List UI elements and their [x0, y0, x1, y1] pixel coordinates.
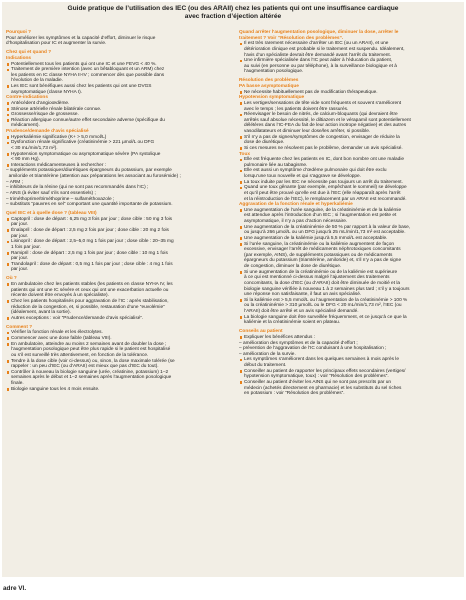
paragraph: Pour améliorer les symptômes et la capacité d’effort, diminuer le risque d’hospitalisation pour IC et augmenter la survie.: [6, 35, 156, 47]
bullet-item: Réaction allergique connue/autre effet secondaire adverse (spécifique du médicament).: [6, 118, 226, 129]
bullet-item: Sténose artérielle rénale bilatérale connue.: [6, 107, 226, 113]
bullet-item: Vérifier la fonction rénale et les électrolytes.: [6, 330, 226, 336]
bullet-item: Quand une toux gênante (par exemple, empêchant le sommeil) se développe et qu’il peut être prouvé qu’elle est due à l’IEC (elle réapparaît après l’arrêt et la réintroduction de l’IEC), le remplacement par un ARAII est recommandé.: [239, 185, 459, 202]
bullet-item: Captopril : dose de départ : 6,25 mg 3 fois par jour ; dose cible : 50 mg 3 fois par jour.: [6, 217, 226, 228]
bullet-item: Les vertiges/sensations de tête vide sont fréquents et souvent s’améliorent avec le temps ; les patients doivent être rassurés.: [239, 101, 459, 112]
document-title: [2, 5, 464, 21]
subsection-heading: Hypotension symptomatique: [239, 95, 305, 101]
bullet-item: Interactions médicamenteuses à rechercher :: [6, 163, 226, 169]
bullet-item: Énalapril : dose de départ : 2,5 mg 2 fois par jour ; dose cible : 20 mg 2 fois par jour.: [6, 228, 226, 239]
frame-caption: adre VI.: [3, 585, 27, 592]
bullet-item: Hypotension symptomatique ou asymptomatique sévère (PA systolique < 90 mm Hg).: [6, 152, 226, 163]
title-line-2: avec fraction d’éjection altérée: [184, 13, 282, 20]
bullet-item: Dysfonction rénale significative (créatininémie > 221 µmol/L ou DFG < 30 mL/min/1,73 m²).: [6, 140, 226, 151]
bullet-item: Potentiellement tous les patients qui ont une IC et une FEVG < 40 %.: [6, 62, 226, 68]
section-heading: Résolution des problèmes: [239, 78, 299, 84]
subsection-heading: PA basse asymptomatique: [239, 84, 299, 90]
bullet-item: Une infirmière spécialisée dans l’IC peut aider à l’éducation du patient, au suivi (en personne ou par téléphone), à la surveillance biologique et à l’augmentation posologique.: [239, 58, 459, 75]
bullet-item: Tendre à la dose cible (voir ci-dessus) ou, sinon, la dose maximale tolérée (se rappeler : un peu d’IEC (ou d’ARAII) est mieux que pas d’IEC du tout).: [6, 359, 226, 370]
bullet-item: Les IEC sont bénéfiques aussi chez les patients qui ont une DVGS asymptomatique (classe NYHA I).: [6, 84, 226, 95]
bullet-item: Conseiller au patient d’éviter les AINS qui ne sont pas prescrits par un médecin (achetés directement en pharmacie) et les substituts du sel riches en potassium : voir “Résolution des problèmes”.: [239, 380, 459, 397]
title-line-1: Guide pratique de l’utilisation des IEC (ou des ARAII) chez les patients qui ont une insuffisance cardiaque: [67, 5, 399, 12]
section-heading: Comment ?: [6, 324, 33, 330]
subsection-heading: Indications: [6, 55, 32, 61]
bullet-item: Autres exceptions : voir “Prudence/demande d’avis spécialisé”.: [6, 316, 226, 322]
bullet-item: Chez les patients hospitalisés pour aggravation de l’IC : après stabilisation, réduction de la congestion, et, si possible, restauration d’une “euvolémie” (idéalement, avant la sortie).: [6, 299, 226, 316]
bullet-item: Trandolapril : dose de départ : 0,5 mg 1 fois par jour ; dose cible : 4 mg 1 fois par jour.: [6, 262, 226, 273]
bullet-item: La biologie sanguine doit être surveillée fréquemment, et ce jusqu’à ce que la kaliémie et la créatininémie soient en plateau.: [239, 315, 459, 326]
bullet-item: Ne nécessite habituellement pas de modification thérapeutique.: [239, 90, 459, 96]
bullet-item: Les symptômes s’améliorent dans les quelques semaines à mois après le début du traitement.: [239, 357, 459, 368]
bullet-item: Une augmentation de la créatininémie de 50 % par rapport à la valeur de base, ou jusqu’à 266 µmol/L ou un DFG jusqu’à 25 mL/min/1,73 m² est acceptable.: [239, 225, 459, 236]
paragraph: – amélioration des symptômes et de la capacité d’effort ; – prévention de l’aggravation de l’IC conduisant à une hospitalisation ; – amélioration de la survie.: [239, 340, 387, 357]
bullet-item: Si une augmentation de la créatininémie ou de la kaliémie est supérieure à ce qui est mentionné ci-dessus malgré l’ajustement des traitements concomitants, la dose d’IEC (ou d’ARAII) doit être diminuée de moitié et la biologie sanguine vérifiée à nouveau 1 à 2 semaines plus tard ; s’il y a toujours une réponse non satisfaisante, il faut un avis spécialisé.: [239, 270, 459, 298]
bullet-item: Ramipril : dose de départ : 2,5 mg 1 fois par jour ; dose cible : 10 mg 1 fois par jour.: [6, 251, 226, 262]
paragraph: – suppléments potassiques/diurétiques épargneurs du potassium, par exemple amiloride et triamtérène (attention aux préparations les associant au furosémide) ; – ARM ; – inhibiteurs de la rénine (qui ne sont pas recommandés dans l’IC) ; – AINS (à éviter sauf s’ils sont essentiels) ; – triméthoprime/triméthoprime – sulfaméthoxazole ; – substituts “pauvres en sel” comportant une quantité importante de potassium.: [6, 168, 181, 208]
section-heading: Où ?: [6, 276, 17, 282]
bullet-item: Une augmentation de la kaliémie jusqu’à 5,5 mmol/L est acceptable.: [239, 236, 459, 242]
bullet-item: Conseiller au patient de rapporter les principaux effets secondaires (vertiges/ hypotension symptomatique, toux) : voir “Résolution des problèmes”.: [239, 369, 459, 380]
bullet-item: Contrôler à nouveau la biologie sanguine (urée, créatinine, potassium) 1–2 semaines après le début et 1–2 semaines après l’augmentation posologique finale.: [6, 370, 226, 387]
bullet-item: Réenvisager le besoin de nitrés, de calcium-bloquants (qui devraient être arrêtés sauf absolue nécessité, le diltiazem et le vérapamil sont potentiellement délétères dans l’IC-FEA du fait de leur action inotrope négative) et des autres vasodilatateurs et diminuer leur dose/les arrêter, si possible.: [239, 112, 459, 135]
subsection-heading: Prudence/demande d’avis spécialisé: [6, 129, 89, 135]
bullet-item: Elle est aussi un symptôme d’œdème pulmonaire qui doit être exclu lorsqu’une toux nouvelle et qui s’aggrave se développe.: [239, 168, 459, 179]
bullet-item: S’il n’y a pas de signes/symptômes de congestion, envisager de réduire la dose de diurétique.: [239, 135, 459, 146]
subsection-heading: Toux: [239, 151, 250, 157]
bullet-item: En ambulatoire chez les patients stables (les patients en classe NYHA IV, les patients qui ont une IC sévère et ceux qui ont une exacerbation actuelle ou récente doivent être envoyés à un spécialiste).: [6, 282, 226, 299]
bullet-item: Si la kaliémie est > 5,5 mmol/L ou l’augmentation de la créatininémie > 100 % ou la créatininémie > 310 µmol/L ou le DFG < 20 mL/min/1,73 m², l’IEC (ou l’ARAII) doit être arrêté et un avis spécialisé demandé.: [239, 298, 459, 315]
bullet-item: Traitement de première intention (avec un bêtabloquant et un ARM) chez les patients en IC classe NYHA II-IV ; commencer dès que possible dans l’évolution de la maladie.: [6, 67, 226, 84]
section-heading: Quel IEC et à quelle dose ? (tableau VIII): [6, 211, 97, 217]
bullet-item: Grossesse/risque de grossesse.: [6, 112, 226, 118]
right-column: [239, 30, 459, 397]
section-heading: Chez qui et quand ?: [6, 50, 52, 56]
bullet-item: Expliquer les bénéfices attendus :: [239, 335, 459, 341]
guide-box: [2, 2, 464, 577]
bullet-item: Si ces mesures ne résolvent pas le problème, demander un avis spécialisé.: [239, 146, 459, 152]
bullet-item: En ambulatoire, atteindre au moins 2 semaines avant de doubler la dose ; l’augmentation posologique peut être plus rapide si le patient est hospitalisé ou s’il est surveillé très attentivement, en fonction de la tolérance.: [6, 342, 226, 359]
bullet-item: Il est très rarement nécessaire d’arrêter un IEC (ou un ARAII), et une détérioration clinique est probable si le traitement est suspendu. Idéalement, l’avis d’un spécialiste devrait être demandé avant l’arrêt du traitement.: [239, 41, 459, 58]
section-heading: Pourquoi ?: [6, 30, 32, 35]
bullet-item: Commencer avec une dose faible (tableau VIII).: [6, 336, 226, 342]
subsection-heading: Aggravation de la fonction rénale et hyperkaliémie: [239, 202, 353, 208]
bullet-item: Une augmentation de l’urée sanguine, de la créatininémie et de la kaliémie est attendue après l’introduction d’un IEC ; si l’augmentation est petite et asymptomatique, il n’y a pas d’action nécessaire.: [239, 208, 459, 225]
section-heading: Quand arrêter l’augmentation posologique, diminuer la dose, arrêter le traitement ? Voir “Résolution des problèmes”.: [239, 30, 399, 41]
section-heading: Conseils au patient: [239, 329, 283, 335]
bullet-item: Si l’urée sanguine, la créatininémie ou la kaliémie augmentent de façon excessive, envisager l’arrêt de médicaments néphrotoxiques concomitants (par exemple, AINS), de suppléments potassiques ou de médicaments épargneurs du potassium (triamtérène, amiloride) et, s’il n’y a pas de signe de congestion, diminuer la dose de diurétique.: [239, 242, 459, 270]
bullet-item: Hyperkaliémie significative (K+ > 5,0 mmol/L): [6, 135, 226, 141]
bullet-item: Antécédent d’angioœdème.: [6, 101, 226, 107]
bullet-item: Lisinopril : dose de départ : 2,5–5,0 mg 1 fois par jour ; dose cible : 20–35 mg 1 fois par jour.: [6, 239, 226, 250]
bullet-item: La toux induite par les IEC ne nécessite pas toujours un arrêt du traitement.: [239, 180, 459, 186]
bullet-item: Biologie sanguine tous les 4 mois ensuite.: [6, 387, 226, 393]
subsection-heading: Contre-indications: [6, 95, 48, 101]
left-column: [6, 30, 226, 392]
bullet-item: Elle est fréquente chez les patients en IC, dont bon nombre ont une maladie pulmonaire liée au tabagisme.: [239, 157, 459, 168]
